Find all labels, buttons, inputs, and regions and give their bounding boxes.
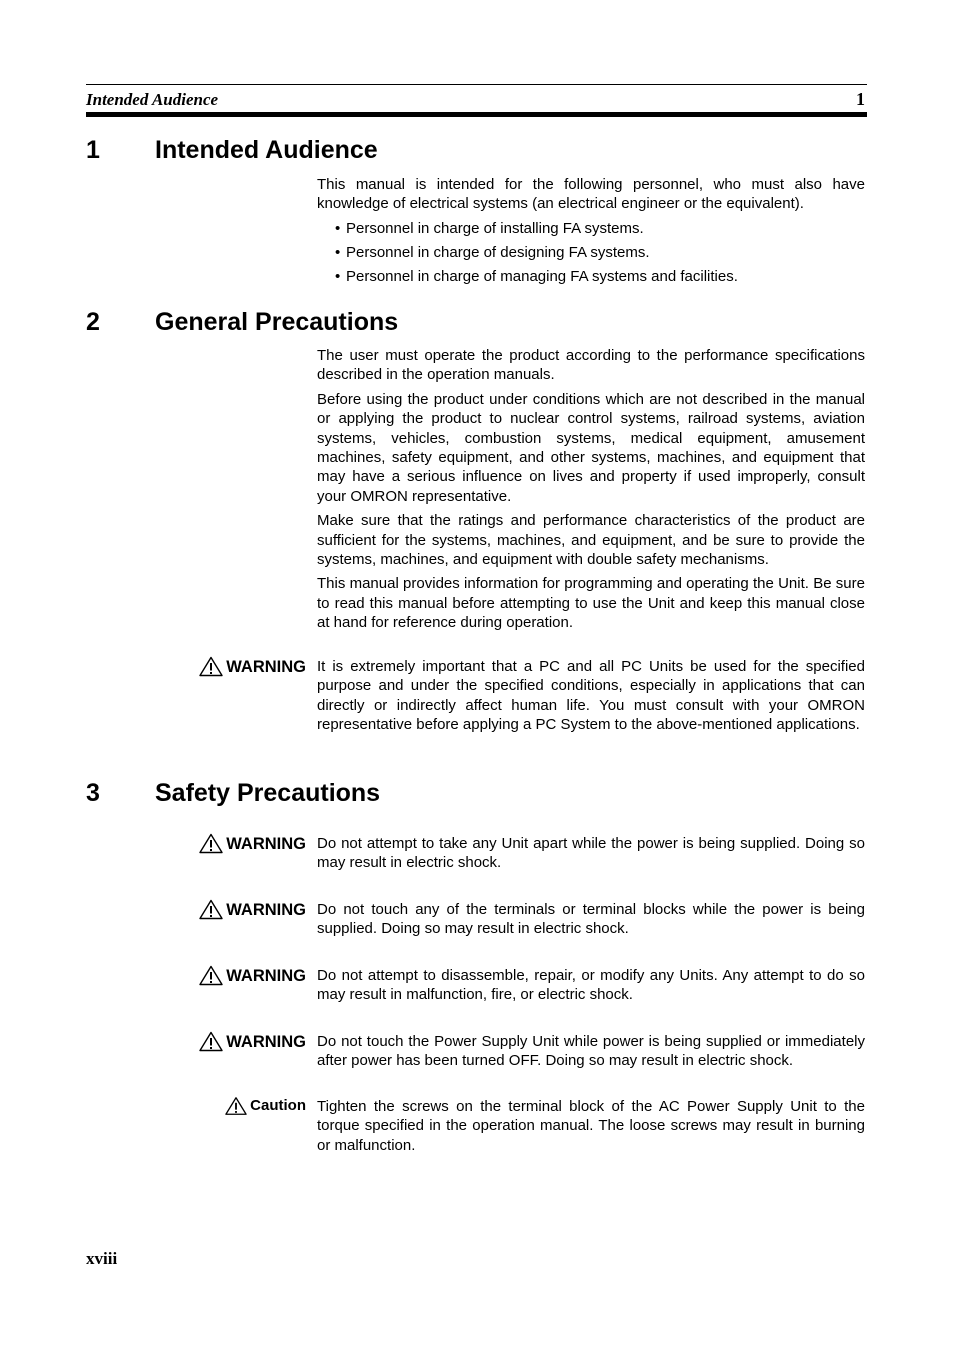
caution-label (225, 1096, 306, 1116)
warning-label-text: WARNING (226, 900, 306, 919)
section-title: Intended Audience (155, 136, 378, 164)
warning-label (199, 833, 306, 854)
paragraph: This manual provides information for programming and operating the Unit. Be sure to read this manual before attempting to use the Unit and keep this manual close at hand for reference during operation. (317, 575, 865, 632)
warning-label (199, 1031, 306, 1052)
paragraph: The user must operate the product according to the performance specifications described in the operation manuals. (317, 347, 865, 384)
page-number: xviii (86, 1249, 118, 1268)
bullet-icon: • (335, 268, 341, 285)
caution-text: Tighten the screws on the terminal block of the AC Power Supply Unit to the torque specified in the operation manual. The loose screws may result in burning or malfunction. (317, 1098, 865, 1154)
list-item-text: Personnel in charge of designing FA systems. (346, 243, 650, 261)
warning-label-text: WARNING (226, 657, 306, 676)
section-2-body (317, 346, 865, 638)
list-item-text: Personnel in charge of installing FA systems. (346, 219, 644, 237)
warning-label-text: WARNING (226, 966, 306, 985)
warning-text: Do not attempt to take any Unit apart while the power is being supplied. Doing so may result in electric shock. (317, 835, 865, 872)
warning-triangle-icon (225, 1096, 247, 1116)
header-top-rule (86, 84, 867, 85)
list-item (317, 243, 865, 262)
list-item-text: Personnel in charge of managing FA systems and facilities. (346, 268, 738, 285)
warning-text: Do not touch any of the terminals or terminal blocks while the power is being supplied. Doing so may result in electric shock. (317, 901, 865, 938)
section-number: 3 (86, 779, 100, 807)
bullet-icon: • (335, 219, 341, 237)
warning-triangle-icon (199, 833, 223, 854)
warning-text: Do not attempt to disassemble, repair, or modify any Units. Any attempt to do so may result in malfunction, fire, or electric shock. (317, 967, 865, 1004)
warning-label (199, 965, 306, 986)
paragraph: Before using the product under conditions which are not described in the manual or applying the product to nuclear control systems, railroad systems, aviation systems, vehicles, combustion systems, medical equipment, amusement machines, safety equipment, and other systems, machines, and equipment that may have a serious influence on lives and property if used improperly, consult your OMRON representative. (317, 390, 865, 505)
section-title: Safety Precautions (155, 779, 381, 807)
paragraph: This manual is intended for the following personnel, who must also have knowledge of electrical systems (an electrical engineer or the equivalent). (317, 176, 865, 213)
warning-label (199, 899, 306, 920)
warning-triangle-icon (199, 899, 223, 920)
warning-text: Do not touch the Power Supply Unit while power is being supplied or immediately after power has been turned OFF. Doing so may result in electric shock. (317, 1033, 865, 1070)
warning-triangle-icon (199, 656, 223, 677)
section-title: General Precautions (155, 308, 399, 336)
section-1-body (317, 175, 865, 291)
list-item (317, 267, 865, 286)
running-head-title: Intended Audience (86, 90, 219, 109)
warning-label (199, 656, 306, 677)
warning-text: It is extremely important that a PC and all PC Units be used for the specified purpose and under the specified conditions, especially in applications that can directly or indirectly affect human life. You must consult with your OMRON representative before applying a PC System to the above-mentioned applications. (317, 658, 865, 734)
paragraph: Make sure that the ratings and performance characteristics of the product are sufficient for the systems, machines, and equipment, and be sure to provide the systems, machines, and equipment with double safety mechanisms. (317, 512, 865, 569)
warning-label-text: WARNING (226, 1032, 306, 1051)
warning-label-text: WARNING (226, 834, 306, 853)
warning-triangle-icon (199, 965, 223, 986)
caution-label-text: Caution (250, 1097, 306, 1114)
section-number: 1 (86, 136, 100, 164)
bullet-icon: • (335, 243, 341, 261)
running-head-section-number: 1 (856, 89, 865, 109)
header-thick-rule (86, 112, 867, 117)
section-number: 2 (86, 308, 100, 336)
list-item (317, 219, 865, 238)
warning-triangle-icon (199, 1031, 223, 1052)
